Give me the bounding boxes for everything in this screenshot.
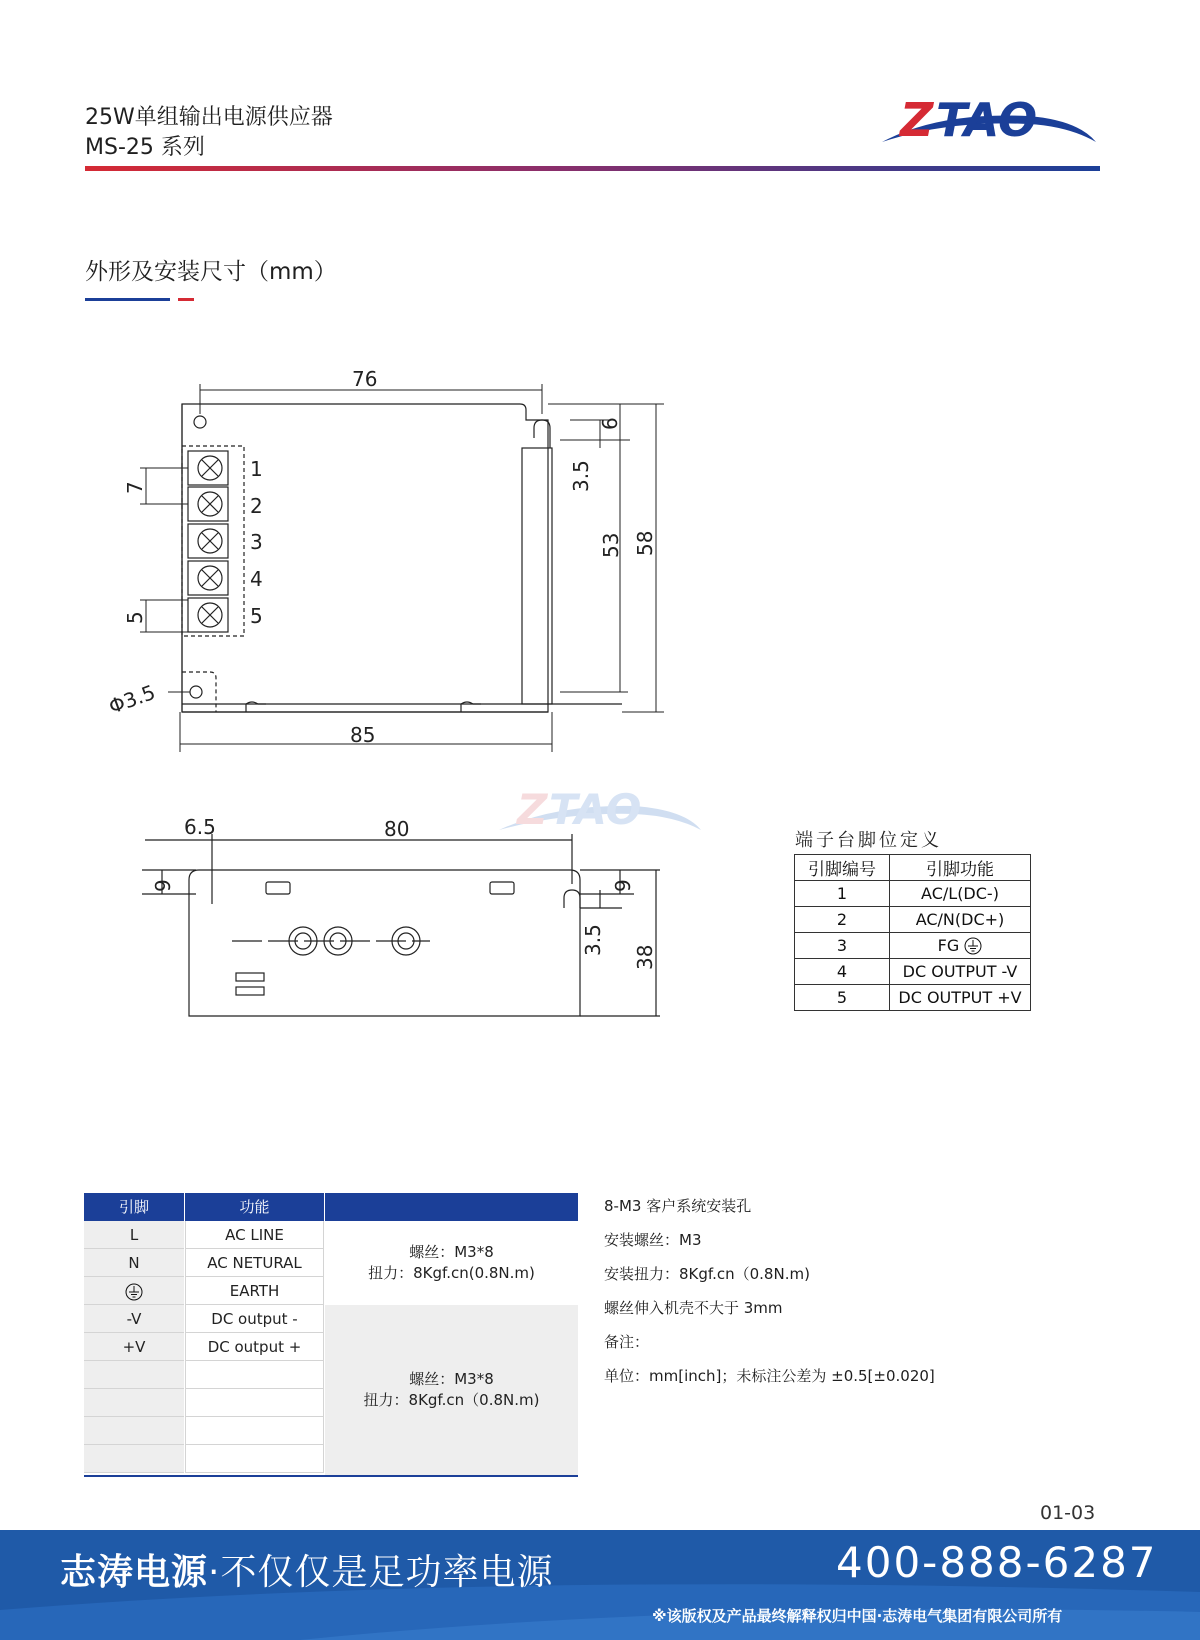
dim-80: 80: [384, 817, 410, 841]
dim-58: 58: [633, 530, 657, 556]
svg-text:Z: Z: [517, 785, 548, 834]
pindef-header-no: 引脚编号: [795, 855, 890, 881]
spec-note-screw: 螺丝：M3*8: [409, 1370, 494, 1388]
pindef-no: 2: [795, 907, 890, 933]
spec-note-torque: 扭力：8Kgf.cn(0.8N.m): [368, 1264, 535, 1282]
pindef-func: AC/L(DC-): [890, 881, 1031, 907]
terminal-label-1: 1: [250, 457, 263, 481]
note-item: 单位：mm[inch]；未标注公差为 ±0.5[±0.020]: [604, 1367, 935, 1385]
dim-38: 38: [633, 944, 657, 970]
svg-text:Z: Z: [900, 93, 934, 147]
note-item: 8-M3 客户系统安装孔: [604, 1197, 752, 1215]
doc-subtitle: MS-25 系列: [85, 135, 205, 160]
slogan-rest: ·不仅仅是足功率电源: [208, 1552, 554, 1593]
notes-list: [604, 1196, 935, 1400]
terminal-2: [188, 487, 228, 521]
terminal-5: [188, 598, 228, 632]
spec-func: EARTH: [185, 1277, 324, 1305]
spec-header-pin: 引脚: [84, 1193, 184, 1221]
slogan-brand: 志涛电源: [60, 1552, 209, 1593]
dim-9-left: 9: [151, 879, 175, 892]
table-row: [795, 907, 1031, 933]
pindef-no: 1: [795, 881, 890, 907]
ztao-watermark: [495, 782, 705, 842]
footer-slogan: [60, 1544, 553, 1595]
terminal-4: [188, 561, 228, 595]
spec-pin-earth: [84, 1277, 184, 1305]
ground-icon: [125, 1283, 143, 1301]
spec-func: [185, 1361, 324, 1389]
pindef-no: 5: [795, 985, 890, 1011]
footer-phone: 400-888-6287: [836, 1538, 1158, 1587]
pindef-no: 4: [795, 959, 890, 985]
spec-pin: +V: [84, 1333, 184, 1361]
svg-text:TAO: TAO: [549, 785, 642, 834]
svg-text:TAO: TAO: [936, 93, 1038, 147]
spec-pin: [84, 1445, 184, 1473]
spec-pin: -V: [84, 1305, 184, 1333]
spec-note-output: [325, 1305, 578, 1475]
terminal-label-5: 5: [250, 604, 263, 628]
spec-note-screw: 螺丝：M3*8: [409, 1243, 494, 1261]
spec-pin: L: [84, 1221, 184, 1249]
dim-85: 85: [350, 723, 376, 747]
table-row: [795, 933, 1031, 959]
spec-func: AC LINE: [185, 1221, 324, 1249]
ground-icon: [964, 937, 982, 955]
pindef-func-fg: [890, 933, 1031, 959]
dim-76: 76: [352, 367, 378, 391]
spec-pin: N: [84, 1249, 184, 1277]
spec-pin: [84, 1389, 184, 1417]
table-row: [795, 959, 1031, 985]
spec-note-input: [325, 1221, 578, 1305]
spec-func: DC output +: [185, 1333, 324, 1361]
spec-table-bottom-rule: [84, 1475, 578, 1477]
pindef-header-func: 引脚功能: [890, 855, 1031, 881]
pindef-func: AC/N(DC+): [890, 907, 1031, 933]
table-row: [795, 985, 1031, 1011]
pindef-func: DC OUTPUT -V: [890, 959, 1031, 985]
page-number: 01-03: [1040, 1502, 1096, 1524]
note-item: 备注：: [604, 1333, 650, 1351]
spec-func: AC NETURAL: [185, 1249, 324, 1277]
terminal-3: [188, 524, 228, 558]
dim-53: 53: [599, 532, 623, 558]
dim-5: 5: [123, 611, 147, 624]
table-row: [795, 881, 1031, 907]
footer-copyright: ※该版权及产品最终解释权归中国·志涛电气集团有限公司所有: [652, 1607, 1063, 1625]
dim-9-right: 9: [611, 879, 635, 892]
dim-6: 6: [598, 417, 622, 430]
spec-func: [185, 1389, 324, 1417]
terminal-label-3: 3: [250, 530, 263, 554]
spec-func: [185, 1417, 324, 1445]
dim-3-5-side: 3.5: [581, 924, 605, 956]
note-item: 安装螺丝：M3: [604, 1231, 702, 1249]
dim-hole-dia: Φ3.5: [105, 679, 159, 719]
dim-7: 7: [123, 481, 147, 494]
spec-pin: [84, 1417, 184, 1445]
doc-title: 25W单组输出电源供应器: [85, 105, 333, 130]
terminal-label-4: 4: [250, 567, 263, 591]
pindef-func: DC OUTPUT +V: [890, 985, 1031, 1011]
dim-3-5: 3.5: [569, 460, 593, 492]
terminal-label-2: 2: [250, 494, 263, 518]
section-title: 外形及安装尺寸（mm）: [85, 259, 337, 285]
note-item: 安装扭力：8Kgf.cn（0.8N.m): [604, 1265, 810, 1283]
spec-func: [185, 1445, 324, 1473]
spec-pin: [84, 1361, 184, 1389]
spec-note-torque: 扭力：8Kgf.cn（0.8N.m): [363, 1391, 540, 1409]
terminal-1: [188, 451, 228, 485]
spec-header-blank: [325, 1193, 578, 1221]
spec-func: DC output -: [185, 1305, 324, 1333]
note-item: 螺丝伸入机壳不大于 3mm: [604, 1299, 783, 1317]
dim-6-5: 6.5: [184, 815, 216, 839]
pin-definition-table: [794, 854, 1031, 1011]
pin-definition-title: 端子台脚位定义: [795, 830, 942, 851]
spec-header-function: 功能: [185, 1193, 324, 1221]
pindef-func: FG: [937, 935, 960, 955]
pindef-no: 3: [795, 933, 890, 959]
